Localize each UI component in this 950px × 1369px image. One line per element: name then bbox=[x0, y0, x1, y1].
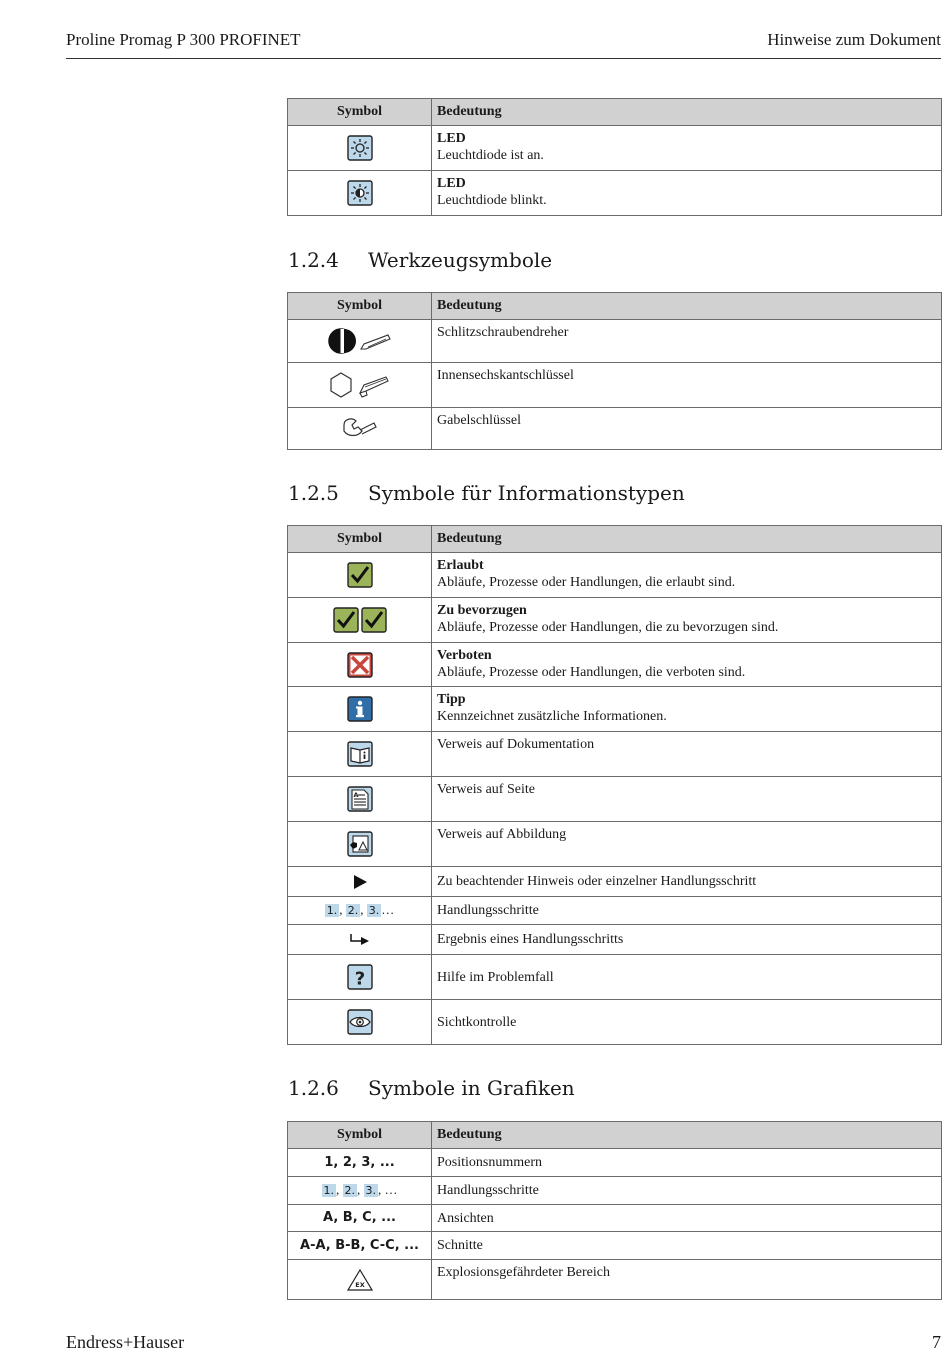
table-row bbox=[288, 553, 942, 598]
section-number: 1.2.4 bbox=[288, 248, 339, 272]
table-row bbox=[288, 1232, 942, 1260]
check-icon bbox=[347, 567, 373, 582]
led-blink-icon bbox=[347, 185, 373, 200]
header-document-title: Proline Promag P 300 PROFINET bbox=[66, 30, 301, 49]
step-3: 3. bbox=[365, 1184, 376, 1197]
cross-icon bbox=[347, 657, 373, 672]
table-row bbox=[288, 1177, 942, 1205]
table-row bbox=[288, 126, 942, 171]
info-text: Verweis auf Dokumentation bbox=[437, 737, 595, 752]
table-row bbox=[288, 320, 942, 363]
info-text: Abläufe, Prozesse oder Handlungen, die zu bevorzugen sind. bbox=[437, 620, 779, 635]
step-3: 3. bbox=[368, 904, 380, 917]
info-icon bbox=[347, 701, 373, 716]
section-title: Symbole in Grafiken bbox=[368, 1076, 575, 1100]
page-number: 7 bbox=[932, 1332, 941, 1352]
explosion-hazard-icon bbox=[346, 1272, 374, 1287]
svg-text:?: ? bbox=[354, 968, 365, 990]
info-term: Tipp bbox=[437, 692, 466, 707]
led-on-term: LED bbox=[437, 131, 466, 146]
info-text: Kennzeichnet zusätzliche Informationen. bbox=[437, 709, 667, 724]
step-2: 2. bbox=[347, 904, 359, 917]
led-symbol-table bbox=[287, 98, 942, 216]
info-text: Verweis auf Seite bbox=[437, 782, 535, 797]
table-row bbox=[288, 643, 942, 687]
double-check-icon bbox=[333, 612, 387, 627]
table-row bbox=[288, 598, 942, 643]
views-symbol: A, B, C, ... bbox=[323, 1210, 396, 1225]
step-1: 1. bbox=[323, 1184, 334, 1197]
info-text: Verweis auf Abbildung bbox=[437, 827, 567, 842]
info-text: Ergebnis eines Handlungsschritts bbox=[437, 932, 624, 947]
table-row bbox=[288, 867, 942, 897]
tool-text: Innensechskantschlüssel bbox=[437, 368, 574, 383]
tool-text: Gabelschlüssel bbox=[437, 413, 521, 428]
section-number: 1.2.6 bbox=[288, 1076, 339, 1100]
step-ellipsis: , … bbox=[378, 1182, 398, 1197]
table-row bbox=[288, 925, 942, 955]
tool-text: Schlitzschraubendreher bbox=[437, 325, 569, 340]
graphics-text: Ansichten bbox=[437, 1210, 494, 1226]
table-row bbox=[288, 955, 942, 1000]
info-text: Abläufe, Prozesse oder Handlungen, die verboten sind. bbox=[437, 665, 746, 680]
graphics-text: Handlungsschritte bbox=[437, 1183, 539, 1198]
table-row bbox=[288, 687, 942, 732]
table-row bbox=[288, 1149, 942, 1177]
slotted-screwdriver-icon bbox=[328, 333, 392, 348]
page-header bbox=[66, 30, 941, 59]
tool-symbol-table bbox=[287, 292, 942, 450]
svg-text:A: A bbox=[353, 791, 359, 799]
info-text: Abläufe, Prozesse oder Handlungen, die erlaubt sind. bbox=[437, 575, 736, 590]
page-footer bbox=[66, 1332, 941, 1353]
info-term: Erlaubt bbox=[437, 558, 484, 573]
svg-text:EX: EX bbox=[354, 1280, 365, 1289]
graphics-text: Explosionsgefährdeter Bereich bbox=[437, 1265, 610, 1280]
help-icon bbox=[347, 968, 373, 990]
position-numbers-symbol: 1, 2, 3, ... bbox=[324, 1154, 395, 1170]
section-heading-info bbox=[288, 481, 685, 505]
eye-icon bbox=[347, 1014, 373, 1029]
info-symbol-table bbox=[287, 525, 942, 1045]
led-blink-term: LED bbox=[437, 176, 466, 191]
open-end-wrench-icon bbox=[340, 421, 380, 436]
table-row bbox=[288, 1260, 942, 1300]
section-heading-graphics bbox=[288, 1076, 575, 1100]
info-text: Handlungsschritte bbox=[437, 903, 539, 918]
table-row bbox=[288, 897, 942, 925]
graphics-text: Schnitte bbox=[437, 1238, 483, 1253]
info-term: Verboten bbox=[437, 648, 492, 663]
step-2: 2. bbox=[344, 1184, 355, 1197]
hex-key-icon bbox=[328, 377, 392, 392]
documentation-ref-icon bbox=[347, 746, 373, 761]
table-row bbox=[288, 1205, 942, 1232]
section-heading-tools bbox=[288, 248, 552, 272]
table-row bbox=[288, 1000, 942, 1045]
table-row bbox=[288, 171, 942, 216]
table-row bbox=[288, 777, 942, 822]
col-symbol-header: Symbol bbox=[288, 1122, 432, 1149]
section-number: 1.2.5 bbox=[288, 481, 339, 505]
table-row bbox=[288, 408, 942, 450]
footer-brand: Endress+Hauser bbox=[66, 1332, 185, 1352]
led-on-text: Leuchtdiode ist an. bbox=[437, 148, 544, 163]
table-row bbox=[288, 822, 942, 867]
header-section-title: Hinweise zum Dokument bbox=[767, 30, 941, 49]
col-symbol-header: Symbol bbox=[288, 99, 432, 126]
col-symbol-header: Symbol bbox=[288, 293, 432, 320]
info-text: Hilfe im Problemfall bbox=[437, 969, 554, 985]
graphics-symbol-table bbox=[287, 1121, 942, 1300]
col-meaning-header: Bedeutung bbox=[432, 1122, 942, 1149]
col-meaning-header: Bedeutung bbox=[432, 526, 942, 553]
figure-ref-icon bbox=[347, 836, 373, 851]
step-1: 1. bbox=[326, 904, 338, 917]
led-on-icon bbox=[347, 140, 373, 155]
graphics-text: Positionsnummern bbox=[437, 1155, 543, 1170]
sections-symbol: A-A, B-B, C-C, ... bbox=[300, 1237, 419, 1253]
page-ref-icon bbox=[347, 791, 373, 806]
step-numbers: 1. , 2. , 3. … bbox=[326, 902, 395, 917]
table-row bbox=[288, 732, 942, 777]
led-blink-text: Leuchtdiode blinkt. bbox=[437, 193, 547, 208]
section-title: Werkzeugsymbole bbox=[368, 248, 553, 272]
section-title: Symbole für Informationstypen bbox=[368, 481, 685, 505]
info-term: Zu bevorzugen bbox=[437, 603, 527, 618]
step-ellipsis: … bbox=[381, 902, 395, 917]
play-icon bbox=[351, 874, 369, 889]
col-meaning-header: Bedeutung bbox=[432, 99, 942, 126]
col-meaning-header: Bedeutung bbox=[432, 293, 942, 320]
col-symbol-header: Symbol bbox=[288, 526, 432, 553]
result-arrow-icon bbox=[349, 932, 371, 947]
info-text: Zu beachtender Hinweis oder einzelner Handlungsschritt bbox=[437, 874, 757, 889]
step-numbers: 1. , 2. , 3. , … bbox=[323, 1182, 398, 1197]
table-row bbox=[288, 363, 942, 408]
info-text: Sichtkontrolle bbox=[437, 1014, 517, 1030]
